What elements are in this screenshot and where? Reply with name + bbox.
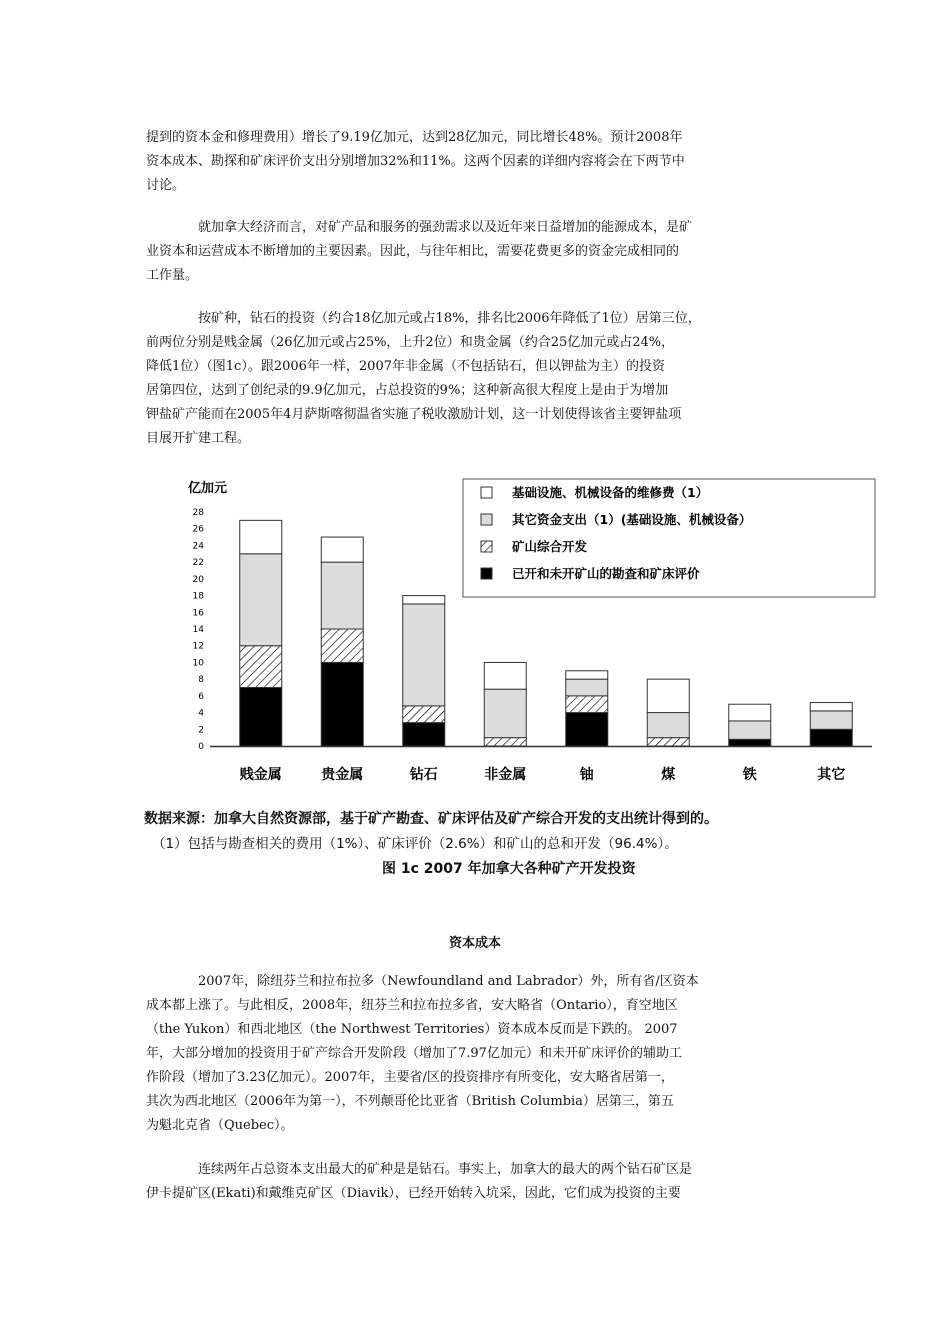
bar-segment [321,629,363,662]
y-tick-label: 24 [192,541,204,552]
paragraph-5 [146,1158,818,1206]
bar-segment [647,679,689,712]
text-line: 为魁北克省（Quebec）。 [146,1118,294,1133]
text-line: 按矿种，钻石的投资（约合18亿加元或占18%，排名比2006年降低了1位）居第三位， [198,311,701,326]
text-line: 讨论。 [146,178,186,193]
bar-segment [240,646,282,688]
y-tick-label: 4 [198,708,204,719]
bar-segment [729,721,771,739]
footnote: （1）包括与勘查相关的费用（1%）、矿床评价（2.6%）和矿山的总和开发（96.4%）。 [152,836,678,852]
bar-segment [810,703,852,711]
text-line: 其次为西北地区（2006年为第一），不列颠哥伦比亚省（British Columbia）居第三，第五 [146,1094,674,1109]
y-tick-label: 2 [198,725,204,736]
bar-segment [321,662,363,746]
y-tick-label: 10 [192,658,204,669]
bar-segment [729,704,771,721]
text-line: 提到的资本金和修理费用）增长了9.19亿加元，达到28亿加元，同比增长48%。预计2008年 [146,130,683,145]
legend-label: 已开和未开矿山的勘查和矿床评价 [512,566,700,581]
figure-caption: 图 1c 2007 年加拿大各种矿产开发投资 [382,861,636,877]
text-line: （the Yukon）和西北地区（the Northwest Territories）资本成本反而是下跌的。 2007 [146,1022,678,1037]
text-line: 居第四位，达到了创纪录的9.9亿加元，占总投资的9%；这种新高很大程度上是由于为增加 [146,383,669,398]
paragraph-1 [146,126,818,198]
text-line: 工作量。 [146,268,199,283]
text-line: 目展开扩建工程。 [146,431,251,446]
text-line: 成本都上涨了。与此相反，2008年，纽芬兰和拉布拉多省，安大略省（Ontario），育空地区 [146,998,678,1013]
bar-segment [403,596,445,604]
x-category-label: 铁 [742,767,757,783]
legend-label: 基础设施、机械设备的维修费（1） [512,485,709,500]
bar-segment [403,706,445,723]
bar-segment [321,537,363,562]
text-line: 作阶段（增加了3.23亿加元）。2007年，主要省/区的投资排序有所变化，安大略省居第一， [146,1070,674,1085]
x-category-label: 铀 [579,767,594,783]
bar-segment [810,711,852,729]
text-line: 2007年，除纽芬兰和拉布拉多（Newfoundland and Labrador）外，所有省/区资本 [198,974,699,989]
bar-segment [240,520,282,553]
x-category-label: 贵金属 [321,767,364,783]
bar-segment [484,738,526,746]
bar-segment [647,738,689,746]
y-tick-label: 8 [198,675,204,686]
bar-segment [566,713,608,746]
bar-segment [403,604,445,706]
bar-segment [321,562,363,629]
text-line: 钾盐矿产能而在2005年4月萨斯喀彻温省实施了税收激励计划，这一计划使得该省主要钾盐项 [146,407,682,422]
bar-segment [240,554,282,646]
section-title: 资本成本 [448,936,501,951]
x-category-label: 非金属 [484,767,527,783]
bar-segment [403,723,445,746]
text-line: 连续两年占总资本支出最大的矿种是是钻石。事实上，加拿大的最大的两个钻石矿区是 [198,1162,693,1177]
y-tick-label: 26 [192,524,204,535]
y-tick-label: 12 [192,641,204,652]
legend-label: 矿山综合开发 [512,539,588,554]
legend-label: 其它资金支出（1）(基础设施、机械设备） [512,512,752,527]
text-line: 资本成本、勘探和矿床评价支出分别增加32%和11%。这两个因素的详细内容将会在下两节中 [146,154,685,169]
text-line: 降低1位）（图1c）。跟2006年一样，2007年非金属（不包括钻石，但以钾盐为主）的投资 [146,359,665,374]
x-category-label: 其它 [817,767,846,783]
y-tick-label: 28 [192,508,204,518]
bar-segment [647,713,689,738]
bar-segment [566,671,608,679]
y-tick-label: 0 [198,742,204,752]
investment-bar-chart [180,474,880,804]
x-category-label: 煤 [661,767,676,783]
y-tick-label: 14 [192,625,204,635]
paragraph-2 [146,216,818,288]
y-tick-label: 6 [198,691,204,702]
bar-segment [729,739,771,746]
x-category-label: 贱金属 [239,767,282,783]
bar-segment [484,689,526,737]
bar-segment [810,729,852,746]
text-line: 年，大部分增加的投资用于矿产综合开发阶段（增加了7.97亿加元）和未开矿床评价的辅助工 [146,1046,682,1061]
legend-swatch [481,568,492,579]
text-line: 伊卡提矿区(Ekati)和戴维克矿区（Diavik），已经开始转入坑采，因此，它们成为投资的主要 [146,1186,681,1201]
bar-segment [240,688,282,747]
y-tick-label: 22 [192,558,204,569]
source-note: 数据来源：加拿大自然资源部，基于矿产勘查、矿床评估及矿产综合开发的支出统计得到的。 [144,811,718,827]
legend-swatch [481,487,492,498]
paragraph-3 [146,307,818,451]
y-tick-label: 18 [192,591,204,602]
paragraph-4 [146,970,818,1138]
text-line: 前两位分别是贱金属（26亿加元或占25%，上升2位）和贵金属（约合25亿加元或占24%， [146,335,675,350]
legend-swatch [481,514,492,525]
bar-segment [566,679,608,696]
text-line: 就加拿大经济而言，对矿产品和服务的强劲需求以及近年来日益增加的能源成本，是矿 [198,220,693,235]
legend-swatch [481,541,492,552]
bar-segment [484,662,526,689]
y-axis-label: 亿加元 [188,481,228,496]
x-category-label: 钻石 [409,767,438,783]
text-line: 业资本和运营成本不断增加的主要因素。因此，与往年相比，需要花费更多的资金完成相同的 [146,244,680,259]
y-tick-label: 16 [192,608,204,619]
y-tick-label: 20 [192,574,204,585]
bar-segment [566,696,608,713]
